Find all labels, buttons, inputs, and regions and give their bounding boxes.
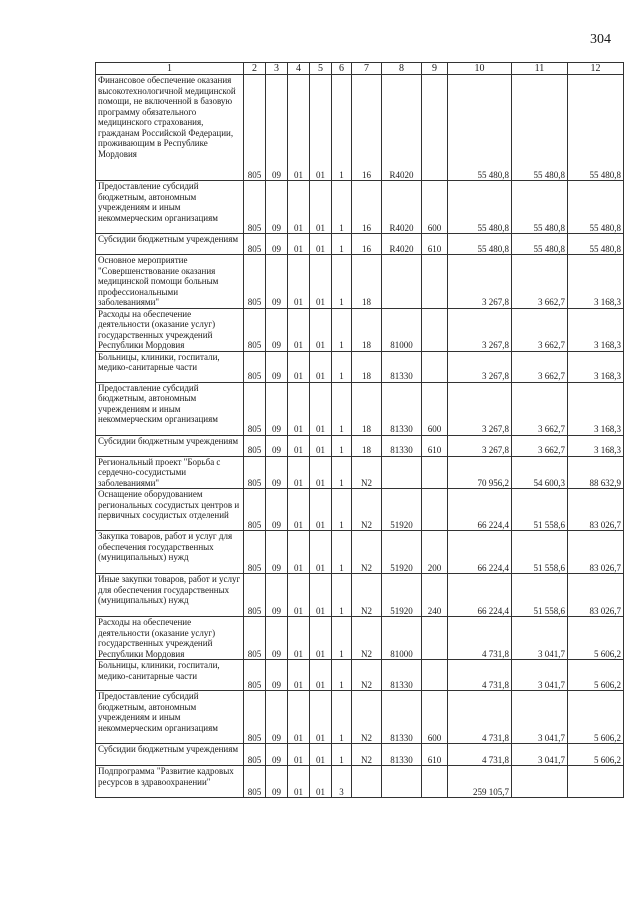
section-code-cell: 09 (266, 744, 288, 766)
table-row (96, 531, 624, 574)
table-body (96, 63, 624, 798)
event-code-cell: N2 (352, 660, 382, 691)
amount-year-3-cell: 3 168,3 (568, 308, 624, 351)
table-row (96, 234, 624, 255)
expense-type-code-cell (422, 617, 448, 660)
event-code-cell: 18 (352, 382, 382, 435)
program-code-cell: 01 (310, 181, 332, 234)
subprogram-code-cell: 1 (332, 75, 352, 181)
table-row (96, 574, 624, 617)
table-row (96, 617, 624, 660)
program-code-cell: 01 (310, 382, 332, 435)
page-number: 304 (590, 32, 611, 47)
subsection-code-cell: 01 (288, 617, 310, 660)
ministry-code-cell: 805 (244, 181, 266, 234)
program-code-cell: 01 (310, 531, 332, 574)
table-row (96, 691, 624, 744)
expense-type-code-cell (422, 456, 448, 489)
subsection-code-cell: 01 (288, 382, 310, 435)
section-code-cell: 09 (266, 574, 288, 617)
amount-year-2-cell: 3 662,7 (512, 351, 568, 382)
expense-type-code-cell: 240 (422, 574, 448, 617)
subprogram-code-cell: 3 (332, 766, 352, 798)
expense-type-code-cell: 600 (422, 382, 448, 435)
subsection-code-cell: 01 (288, 766, 310, 798)
expense-type-code-cell (422, 255, 448, 309)
amount-year-2-cell: 55 480,8 (512, 181, 568, 234)
subprogram-code-cell: 1 (332, 435, 352, 456)
subsection-code-cell: 01 (288, 435, 310, 456)
table-row (96, 456, 624, 489)
expense-type-code-cell: 600 (422, 181, 448, 234)
amount-year-1-cell: 70 956,2 (448, 456, 512, 489)
expense-code-cell: 51920 (382, 531, 422, 574)
section-code-cell: 09 (266, 308, 288, 351)
subsection-code-cell: 01 (288, 489, 310, 531)
amount-year-3-cell: 88 632,9 (568, 456, 624, 489)
amount-year-1-cell: 66 224,4 (448, 531, 512, 574)
expense-code-cell: 81330 (382, 435, 422, 456)
section-code-cell: 09 (266, 382, 288, 435)
subsection-code-cell: 01 (288, 308, 310, 351)
section-code-cell: 09 (266, 531, 288, 574)
amount-year-2-cell: 51 558,6 (512, 531, 568, 574)
expense-type-code-cell: 610 (422, 744, 448, 766)
subsection-code-cell: 01 (288, 744, 310, 766)
program-code-cell: 01 (310, 435, 332, 456)
subsection-code-cell: 01 (288, 351, 310, 382)
table-row (96, 489, 624, 531)
event-code-cell: 16 (352, 234, 382, 255)
column-header: 7 (352, 63, 382, 75)
section-code-cell: 09 (266, 489, 288, 531)
amount-year-3-cell: 55 480,8 (568, 75, 624, 181)
ministry-code-cell: 805 (244, 660, 266, 691)
program-code-cell: 01 (310, 489, 332, 531)
section-code-cell: 09 (266, 351, 288, 382)
amount-year-1-cell: 3 267,8 (448, 382, 512, 435)
section-code-cell: 09 (266, 660, 288, 691)
event-code-cell: 16 (352, 75, 382, 181)
amount-year-1-cell: 4 731,8 (448, 691, 512, 744)
subprogram-code-cell: 1 (332, 574, 352, 617)
event-code-cell: 16 (352, 181, 382, 234)
table-row (96, 660, 624, 691)
table-row (96, 181, 624, 234)
amount-year-1-cell: 66 224,4 (448, 489, 512, 531)
expense-code-cell (382, 255, 422, 309)
amount-year-1-cell: 4 731,8 (448, 617, 512, 660)
amount-year-1-cell: 3 267,8 (448, 435, 512, 456)
amount-year-3-cell: 3 168,3 (568, 382, 624, 435)
subprogram-code-cell: 1 (332, 617, 352, 660)
subprogram-code-cell: 1 (332, 660, 352, 691)
column-header: 4 (288, 63, 310, 75)
amount-year-2-cell: 3 662,7 (512, 255, 568, 309)
row-name-cell: Финансовое обеспечение оказания высокотехнологичной медицинской помощи, не включенной в базовую программу обязательного медицинского страхования, гражданам Российской Федерации, проживающим в Республике Мордовия (96, 75, 244, 181)
event-code-cell: N2 (352, 489, 382, 531)
table-row (96, 308, 624, 351)
table-header-row (96, 63, 624, 75)
ministry-code-cell: 805 (244, 255, 266, 309)
amount-year-2-cell: 51 558,6 (512, 489, 568, 531)
column-header: 1 (96, 63, 244, 75)
expense-type-code-cell: 200 (422, 531, 448, 574)
program-code-cell: 01 (310, 351, 332, 382)
amount-year-2-cell: 55 480,8 (512, 234, 568, 255)
amount-year-1-cell: 4 731,8 (448, 660, 512, 691)
program-code-cell: 01 (310, 744, 332, 766)
ministry-code-cell: 805 (244, 766, 266, 798)
event-code-cell: 18 (352, 255, 382, 309)
column-header: 8 (382, 63, 422, 75)
ministry-code-cell: 805 (244, 574, 266, 617)
amount-year-2-cell: 55 480,8 (512, 75, 568, 181)
ministry-code-cell: 805 (244, 691, 266, 744)
row-name-cell: Подпрограмма "Развитие кадровых ресурсов в здравоохранении" (96, 766, 244, 798)
ministry-code-cell: 805 (244, 308, 266, 351)
section-code-cell: 09 (266, 181, 288, 234)
subprogram-code-cell: 1 (332, 181, 352, 234)
amount-year-3-cell: 83 026,7 (568, 531, 624, 574)
amount-year-3-cell: 83 026,7 (568, 489, 624, 531)
expense-type-code-cell: 610 (422, 435, 448, 456)
expense-code-cell: 81330 (382, 351, 422, 382)
row-name-cell: Расходы на обеспечение деятельности (оказание услуг) государственных учреждений Республики Мордовия (96, 308, 244, 351)
expense-code-cell (382, 456, 422, 489)
event-code-cell: N2 (352, 691, 382, 744)
expense-code-cell: R4020 (382, 181, 422, 234)
amount-year-1-cell: 3 267,8 (448, 308, 512, 351)
program-code-cell: 01 (310, 574, 332, 617)
row-name-cell: Субсидии бюджетным учреждениям (96, 234, 244, 255)
expense-type-code-cell (422, 75, 448, 181)
section-code-cell: 09 (266, 456, 288, 489)
ministry-code-cell: 805 (244, 744, 266, 766)
budget-table (95, 62, 624, 798)
subsection-code-cell: 01 (288, 691, 310, 744)
expense-code-cell: 51920 (382, 574, 422, 617)
amount-year-3-cell: 3 168,3 (568, 255, 624, 309)
program-code-cell: 01 (310, 660, 332, 691)
event-code-cell: 18 (352, 435, 382, 456)
program-code-cell: 01 (310, 234, 332, 255)
row-name-cell: Основное мероприятие "Совершенствование оказания медицинской помощи больным профессиональными заболеваниями" (96, 255, 244, 309)
table-row (96, 255, 624, 309)
section-code-cell: 09 (266, 255, 288, 309)
expense-type-code-cell (422, 489, 448, 531)
event-code-cell: N2 (352, 531, 382, 574)
ministry-code-cell: 805 (244, 382, 266, 435)
ministry-code-cell: 805 (244, 234, 266, 255)
subprogram-code-cell: 1 (332, 531, 352, 574)
row-name-cell: Больницы, клиники, госпитали, медико-санитарные части (96, 351, 244, 382)
amount-year-3-cell: 55 480,8 (568, 234, 624, 255)
table-row (96, 382, 624, 435)
row-name-cell: Предоставление субсидий бюджетным, автономным учреждениям и иным некоммерческим организациям (96, 382, 244, 435)
program-code-cell: 01 (310, 766, 332, 798)
subprogram-code-cell: 1 (332, 691, 352, 744)
amount-year-2-cell: 3 662,7 (512, 382, 568, 435)
expense-type-code-cell (422, 308, 448, 351)
amount-year-1-cell: 4 731,8 (448, 744, 512, 766)
amount-year-1-cell: 55 480,8 (448, 234, 512, 255)
program-code-cell: 01 (310, 308, 332, 351)
amount-year-1-cell: 55 480,8 (448, 75, 512, 181)
subprogram-code-cell: 1 (332, 489, 352, 531)
expense-code-cell: 51920 (382, 489, 422, 531)
expense-code-cell: 81330 (382, 382, 422, 435)
table-row (96, 75, 624, 181)
event-code-cell: N2 (352, 744, 382, 766)
expense-code-cell: R4020 (382, 234, 422, 255)
amount-year-3-cell: 55 480,8 (568, 181, 624, 234)
expense-type-code-cell (422, 351, 448, 382)
expense-code-cell: 81330 (382, 660, 422, 691)
amount-year-2-cell: 54 600,3 (512, 456, 568, 489)
row-name-cell: Закупка товаров, работ и услуг для обеспечения государственных (муниципальных) нужд (96, 531, 244, 574)
ministry-code-cell: 805 (244, 489, 266, 531)
amount-year-1-cell: 3 267,8 (448, 255, 512, 309)
column-header: 5 (310, 63, 332, 75)
amount-year-3-cell: 83 026,7 (568, 574, 624, 617)
row-name-cell: Расходы на обеспечение деятельности (оказание услуг) государственных учреждений Республики Мордовия (96, 617, 244, 660)
expense-code-cell: R4020 (382, 75, 422, 181)
program-code-cell: 01 (310, 691, 332, 744)
amount-year-3-cell: 5 606,2 (568, 744, 624, 766)
ministry-code-cell: 805 (244, 435, 266, 456)
expense-type-code-cell: 610 (422, 234, 448, 255)
expense-code-cell: 81330 (382, 691, 422, 744)
row-name-cell: Предоставление субсидий бюджетным, автономным учреждениям и иным некоммерческим организациям (96, 181, 244, 234)
subsection-code-cell: 01 (288, 456, 310, 489)
ministry-code-cell: 805 (244, 75, 266, 181)
table-row (96, 766, 624, 798)
event-code-cell: N2 (352, 617, 382, 660)
amount-year-1-cell: 3 267,8 (448, 351, 512, 382)
column-header: 12 (568, 63, 624, 75)
amount-year-2-cell: 3 662,7 (512, 308, 568, 351)
section-code-cell: 09 (266, 234, 288, 255)
subsection-code-cell: 01 (288, 574, 310, 617)
event-code-cell: 18 (352, 351, 382, 382)
subsection-code-cell: 01 (288, 531, 310, 574)
amount-year-3-cell: 3 168,3 (568, 351, 624, 382)
column-header: 2 (244, 63, 266, 75)
expense-type-code-cell (422, 660, 448, 691)
ministry-code-cell: 805 (244, 531, 266, 574)
amount-year-1-cell: 55 480,8 (448, 181, 512, 234)
row-name-cell: Субсидии бюджетным учреждениям (96, 744, 244, 766)
subsection-code-cell: 01 (288, 660, 310, 691)
event-code-cell: N2 (352, 456, 382, 489)
row-name-cell: Субсидии бюджетным учреждениям (96, 435, 244, 456)
event-code-cell (352, 766, 382, 798)
amount-year-3-cell: 5 606,2 (568, 617, 624, 660)
expense-code-cell (382, 766, 422, 798)
program-code-cell: 01 (310, 255, 332, 309)
amount-year-2-cell: 51 558,6 (512, 574, 568, 617)
ministry-code-cell: 805 (244, 351, 266, 382)
table-row (96, 744, 624, 766)
amount-year-1-cell: 259 105,7 (448, 766, 512, 798)
event-code-cell: 18 (352, 308, 382, 351)
expense-code-cell: 81330 (382, 744, 422, 766)
row-name-cell: Региональный проект "Борьба с сердечно-сосудистыми заболеваниями" (96, 456, 244, 489)
column-header: 6 (332, 63, 352, 75)
subsection-code-cell: 01 (288, 234, 310, 255)
expense-type-code-cell (422, 766, 448, 798)
amount-year-2-cell: 3 041,7 (512, 617, 568, 660)
expense-type-code-cell: 600 (422, 691, 448, 744)
column-header: 10 (448, 63, 512, 75)
subprogram-code-cell: 1 (332, 744, 352, 766)
section-code-cell: 09 (266, 617, 288, 660)
column-header: 3 (266, 63, 288, 75)
subsection-code-cell: 01 (288, 181, 310, 234)
ministry-code-cell: 805 (244, 617, 266, 660)
program-code-cell: 01 (310, 75, 332, 181)
subsection-code-cell: 01 (288, 75, 310, 181)
row-name-cell: Иные закупки товаров, работ и услуг для обеспечения государственных (муниципальных) нужд (96, 574, 244, 617)
table-row (96, 435, 624, 456)
amount-year-3-cell: 5 606,2 (568, 691, 624, 744)
amount-year-2-cell: 3 041,7 (512, 660, 568, 691)
expense-code-cell: 81000 (382, 308, 422, 351)
amount-year-2-cell: 3 041,7 (512, 691, 568, 744)
column-header: 11 (512, 63, 568, 75)
amount-year-3-cell: 3 168,3 (568, 435, 624, 456)
subprogram-code-cell: 1 (332, 456, 352, 489)
subprogram-code-cell: 1 (332, 382, 352, 435)
section-code-cell: 09 (266, 75, 288, 181)
section-code-cell: 09 (266, 435, 288, 456)
subsection-code-cell: 01 (288, 255, 310, 309)
subprogram-code-cell: 1 (332, 351, 352, 382)
program-code-cell: 01 (310, 456, 332, 489)
amount-year-2-cell: 3 041,7 (512, 744, 568, 766)
subprogram-code-cell: 1 (332, 234, 352, 255)
subprogram-code-cell: 1 (332, 255, 352, 309)
amount-year-1-cell: 66 224,4 (448, 574, 512, 617)
row-name-cell: Оснащение оборудованием региональных сосудистых центров и первичных сосудистых отделений (96, 489, 244, 531)
row-name-cell: Предоставление субсидий бюджетным, автономным учреждениям и иным некоммерческим организациям (96, 691, 244, 744)
amount-year-3-cell (568, 766, 624, 798)
ministry-code-cell: 805 (244, 456, 266, 489)
expense-code-cell: 81000 (382, 617, 422, 660)
table-row (96, 351, 624, 382)
subprogram-code-cell: 1 (332, 308, 352, 351)
section-code-cell: 09 (266, 691, 288, 744)
column-header: 9 (422, 63, 448, 75)
amount-year-3-cell: 5 606,2 (568, 660, 624, 691)
event-code-cell: N2 (352, 574, 382, 617)
amount-year-2-cell: 3 662,7 (512, 435, 568, 456)
amount-year-2-cell (512, 766, 568, 798)
program-code-cell: 01 (310, 617, 332, 660)
row-name-cell: Больницы, клиники, госпитали, медико-санитарные части (96, 660, 244, 691)
section-code-cell: 09 (266, 766, 288, 798)
